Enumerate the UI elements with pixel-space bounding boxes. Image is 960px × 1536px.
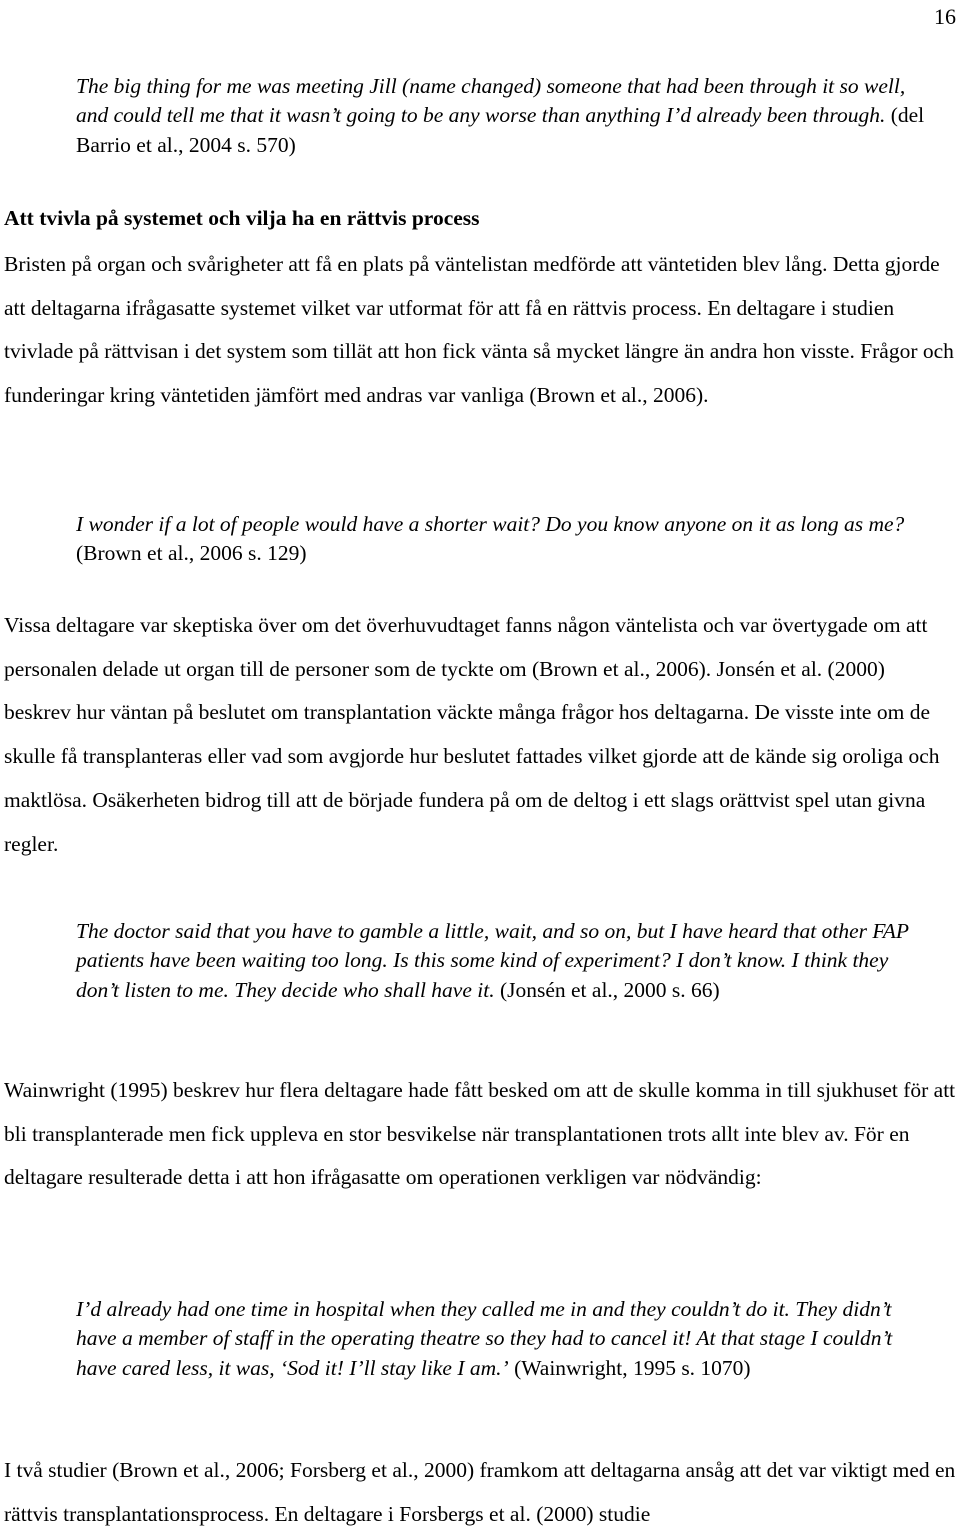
page-number: 16 — [934, 4, 956, 29]
body-paragraph-1: Bristen på organ och svårigheter att få en plats på väntelistan medförde att väntetiden blev lång. Detta gjorde att deltagarna ifrågasatte systemet vilket var utformat för att få en rättvis process. En deltagare i studien tvivlade på rättvisan i det system som tillät att hon fick vänta så mycket längre än andra hon visste. Frågor och funderingar kring väntetiden jämfört med andras var vanliga (Brown et al., 2006). — [4, 252, 954, 408]
quote-citation: (Brown et al., 2006 s. 129) — [76, 541, 307, 566]
quote-text: The big thing for me was meeting Jill (name changed) someone that had been through it so well, and could tell me that it wasn’t going to be any worse than anything I’d already been through. — [76, 74, 906, 128]
block-quote-3 — [76, 917, 936, 1005]
quote-citation: (Wainwright, 1995 s. 1070) — [508, 1355, 751, 1380]
block-quote-2 — [76, 510, 936, 569]
quote-text: The doctor said that you have to gamble a little, wait, and so on, but I have heard that other FAP patients have been waiting too long. Is this some kind of experiment? I don’t know. I think they don’t listen to me. They decide who shall have it. — [76, 919, 909, 1002]
body-paragraph-4: I två studier (Brown et al., 2006; Forsberg et al., 2000) framkom att deltagarna ansåg att det var viktigt med en rättvis transplantationsprocess. En deltagare i Forsbergs et al. (2000) studie — [4, 1458, 956, 1526]
quote-text: I wonder if a lot of people would have a shorter wait? Do you know anyone on it as long as me? — [76, 512, 905, 536]
block-quote-4 — [76, 1295, 936, 1383]
quote-text: I’d already had one time in hospital when they called me in and they couldn’t do it. They didn’t have a member of staff in the operating theatre so they had to cancel it! At that stage I couldn’t have cared less, it was, ‘Sod it! I’ll stay like I am.’ — [76, 1297, 893, 1380]
quote-citation: (del Barrio et al., 2004 s. 570) — [76, 103, 925, 157]
quote-citation: (Jonsén et al., 2000 s. 66) — [494, 977, 720, 1002]
block-quote-1 — [76, 72, 936, 160]
body-paragraph-2: Vissa deltagare var skeptiska över om det överhuvudtaget fanns någon väntelista och var övertygade om att personalen delade ut organ till de personer som de tyckte om (Brown et al., 2006). Jonsén et al. (2000) beskrev hur väntan på beslutet om transplantation väckte många frågor hos deltagarna. De visste inte om de skulle få transplanteras eller vad som avgjorde hur beslutet fattades vilket gjorde att de kände sig oroliga och maktlösa. Osäkerheten bidrog till att de började fundera på om de deltog i ett slags orättvist spel utan givna regler. — [4, 613, 940, 856]
section-heading: Att tvivla på systemet och vilja ha en rättvis process — [4, 206, 480, 230]
body-paragraph-3: Wainwright (1995) beskrev hur flera deltagare hade fått besked om att de skulle komma in till sjukhuset för att bli transplanterade men fick uppleva en stor besvikelse när transplantationen trots allt inte blev av. För en deltagare resulterade detta i att hon ifrågasatte om operationen verkligen var nödvändig: — [4, 1078, 956, 1190]
